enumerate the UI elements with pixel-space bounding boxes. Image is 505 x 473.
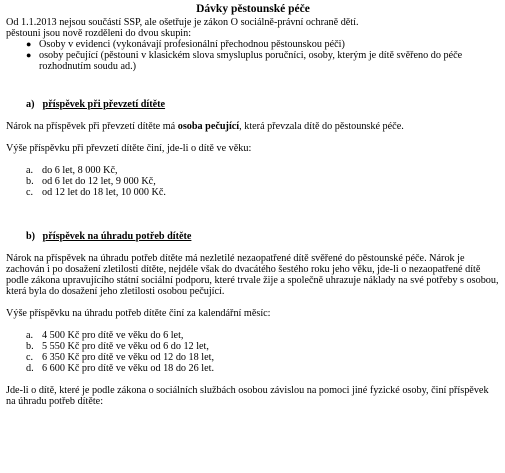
section-b-paragraph-3: Jde-li o dítě, které je podle zákona o sociálních službách osobou závislou na pomoci jiné fyzické osoby, činí příspěvek na úhradu potřeb dítěte:: [6, 385, 489, 407]
bullet-text: osoby pečující (pěstouni v klasickém slova smysluplus poručníci, osoby, kterým je dítě svěřeno do péče rozhodnutím soudu ad.): [39, 50, 463, 72]
intro-line-1: Od 1.1.2013 nejsou součástí SSP, ale ošetřuje je zákon O sociálně-právní ochraně dětí.: [6, 17, 359, 28]
list-item: [26, 165, 500, 176]
item-text: 6 600 Kč pro dítě ve věku od 18 do 26 let.: [42, 363, 215, 374]
item-text: 4 500 Kč pro dítě ve věku do 6 let,: [42, 330, 184, 341]
text-run: , která převzala dítě do pěstounské péče.: [239, 121, 404, 132]
section-a-paragraph-1: [6, 121, 500, 132]
item-text: od 12 let do 18 let, 10 000 Kč.: [42, 187, 166, 198]
item-letter: a.: [26, 165, 34, 176]
section-b-heading: [26, 231, 500, 242]
item-letter: d.: [26, 363, 34, 374]
item-text: 5 550 Kč pro dítě ve věku od 6 do 12 let,: [42, 341, 209, 352]
item-letter: b.: [26, 176, 34, 187]
section-a-list: [6, 165, 500, 198]
section-letter: a): [26, 99, 35, 110]
section-a-heading: [26, 99, 500, 110]
list-item: [26, 50, 500, 72]
list-item: [26, 363, 500, 374]
list-item: [26, 39, 500, 50]
bullet-icon: ●: [26, 39, 32, 49]
item-text: od 6 let do 12 let, 9 000 Kč,: [42, 176, 156, 187]
list-item: [26, 187, 500, 198]
item-text: 6 350 Kč pro dítě ve věku od 12 do 18 let,: [42, 352, 215, 363]
list-item: [26, 330, 500, 341]
item-text: do 6 let, 8 000 Kč,: [42, 165, 118, 176]
item-letter: c.: [26, 352, 34, 363]
item-letter: a.: [26, 330, 34, 341]
page-title: Dávky pěstounské péče: [196, 3, 310, 15]
item-letter: c.: [26, 187, 34, 198]
item-letter: b.: [26, 341, 34, 352]
bullet-text: Osoby v evidenci (vykonávají profesionální přechodnou pěstounskou péči): [39, 39, 345, 50]
intro-line-2: pěstouni jsou nově rozděleni do dvou skupin:: [6, 28, 192, 39]
bullet-icon: ●: [26, 50, 32, 60]
section-b-list: [6, 330, 500, 374]
list-item: [26, 341, 500, 352]
text-run: Nárok na příspěvek při převzetí dítěte má: [6, 121, 178, 132]
section-letter: b): [26, 231, 36, 242]
section-title: příspěvek na úhradu potřeb dítěte: [42, 231, 192, 242]
section-a-paragraph-2: Výše příspěvku při převzetí dítěte činí, jde-li o dítě ve věku:: [6, 143, 252, 154]
section-b-paragraph-2: Výše příspěvku na úhradu potřeb dítěte činí za kalendářní měsíc:: [6, 308, 271, 319]
bold-term: osoba pečující: [177, 121, 240, 132]
group-list: [6, 39, 500, 72]
section-title: příspěvek při převzetí dítěte: [42, 99, 166, 110]
list-item: [26, 176, 500, 187]
document-page: [6, 0, 500, 407]
list-item: [26, 352, 500, 363]
section-b-paragraph-1: Nárok na příspěvek na úhradu potřeb dítěte má nezletilé nezaopatřené dítě svěřené do pěstounské péče. Nárok je zachován i po dosažení zletilosti dítěte, nejdéle však do dvacátého šestého roku jeho věku, jde-li o nezaopatřené dítě podle zákona upravujícího státní sociální podporu, které trvale žije a společně uhrazuje náklady na své potřeby s osobou, která byla do dosažení jeho zletilosti osobou pečující.: [6, 253, 499, 297]
